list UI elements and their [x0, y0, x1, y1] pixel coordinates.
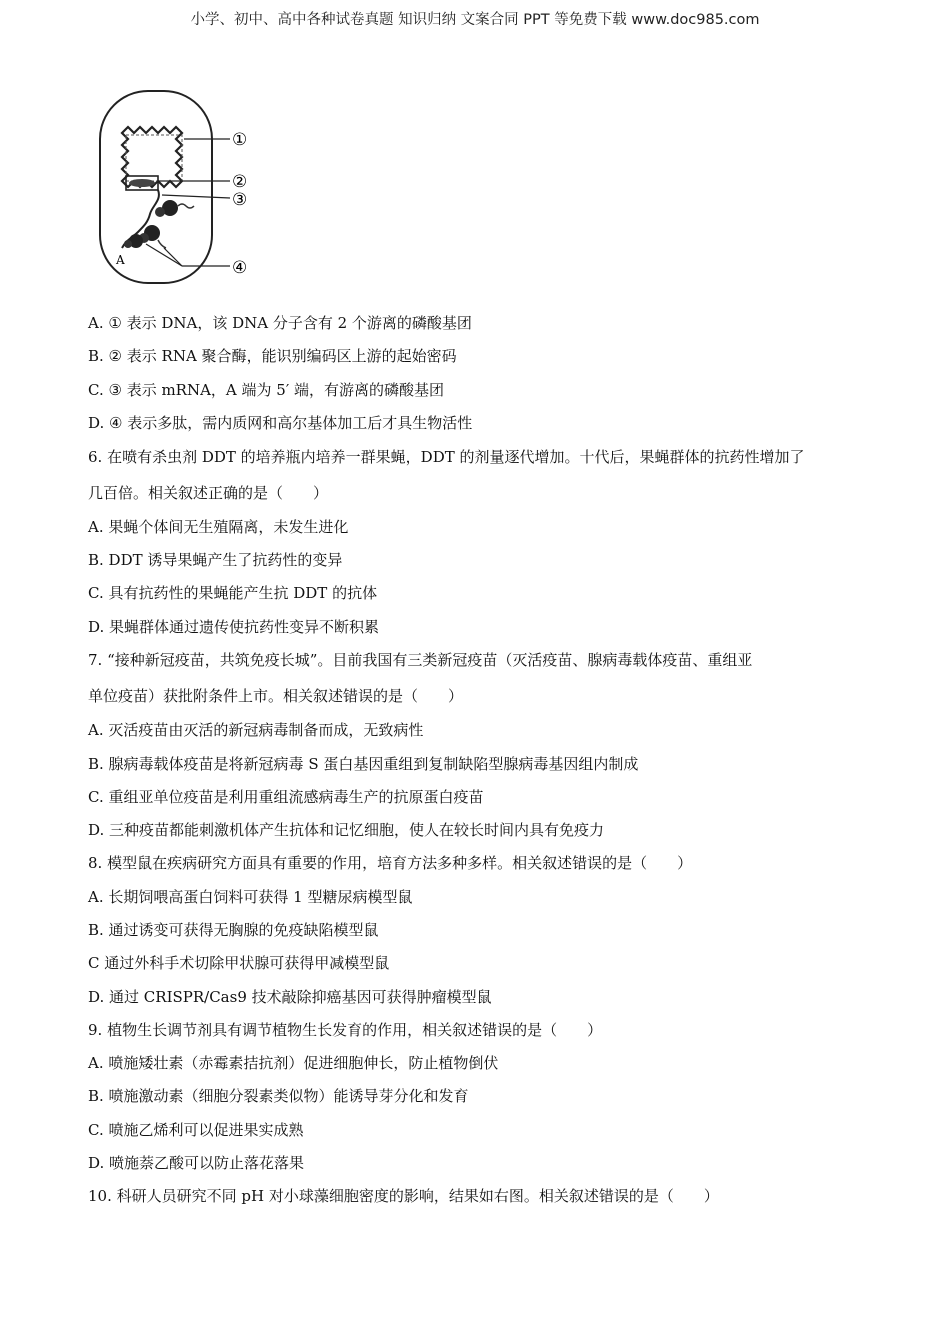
transcription-translation-figure — [92, 88, 262, 288]
polypeptide-2 — [158, 240, 166, 248]
question-6-line-1: 6. 在喷有杀虫剂 DDT 的培养瓶内培养一群果蝇，DDT 的剂量逐代增加。十代后，果蝇群体的抗药性增加了 — [88, 448, 805, 466]
label-1: ① — [232, 130, 248, 150]
option-8a: A. 长期饲喂高蛋白饲料可获得 1 型糖尿病模型鼠 — [88, 888, 413, 906]
label-mrna-end: A — [116, 253, 125, 267]
label-2: ② — [232, 172, 248, 192]
option-6a: A. 果蝇个体间无生殖隔离，未发生进化 — [88, 518, 349, 536]
question-10: 10. 科研人员研究不同 pH 对小球藻细胞密度的影响，结果如右图。相关叙述错误的是（ ） — [88, 1187, 719, 1205]
page-header: 小学、初中、高中各种试卷真题 知识归纳 文案合同 PPT 等免费下载 www.doc985.com — [190, 12, 760, 28]
option-6d: D. 果蝇群体通过遗传使抗药性变异不断积累 — [88, 618, 380, 636]
ribosome-3-small — [124, 240, 132, 248]
option-9b: B. 喷施激动素（细胞分裂素类似物）能诱导芽分化和发育 — [88, 1087, 469, 1105]
option-8b: B. 通过诱变可获得无胸腺的免疫缺陷模型鼠 — [88, 921, 379, 939]
option-9a: A. 喷施矮壮素（赤霉素拮抗剂）促进细胞伸长，防止植物倒伏 — [88, 1054, 499, 1072]
option-5a: A. ① 表示 DNA，该 DNA 分子含有 2 个游离的磷酸基团 — [88, 314, 472, 332]
label-3: ③ — [232, 190, 248, 210]
leader-3 — [162, 195, 230, 198]
question-9: 9. 植物生长调节剂具有调节植物生长发育的作用，相关叙述错误的是（ ） — [88, 1021, 603, 1039]
question-8: 8. 模型鼠在疾病研究方面具有重要的作用，培育方法多种多样。相关叙述错误的是（ ） — [88, 854, 693, 872]
question-6-line-2: 几百倍。相关叙述正确的是（ ） — [88, 484, 329, 502]
option-6c: C. 具有抗药性的果蝇能产生抗 DDT 的抗体 — [88, 584, 378, 602]
dna-loop — [122, 127, 182, 187]
question-7-line-1: 7. “接种新冠疫苗，共筑免疫长城”。目前我国有三类新冠疫苗（灭活疫苗、腺病毒载体疫苗、重组亚 — [88, 651, 753, 669]
cell-diagram — [92, 88, 262, 288]
option-7b: B. 腺病毒载体疫苗是将新冠病毒 S 蛋白基因重组到复制缺陷型腺病毒基因组内制成 — [88, 755, 639, 773]
polypeptide-1 — [178, 204, 194, 208]
option-5b: B. ② 表示 RNA 聚合酶，能识别编码区上游的起始密码 — [88, 347, 457, 365]
dna-loop-inner — [126, 135, 182, 181]
option-6b: B. DDT 诱导果蝇产生了抗药性的变异 — [88, 551, 343, 569]
option-8d: D. 通过 CRISPR/Cas9 技术敲除抑癌基因可获得肿瘤模型鼠 — [88, 988, 492, 1006]
option-9c: C. 喷施乙烯利可以促进果实成熟 — [88, 1121, 304, 1139]
option-8c: C 通过外科手术切除甲状腺可获得甲减模型鼠 — [88, 954, 390, 972]
ribosome-1-small — [155, 207, 165, 217]
question-7-line-2: 单位疫苗）获批附条件上市。相关叙述错误的是（ ） — [88, 687, 464, 705]
option-5c: C. ③ 表示 mRNA，A 端为 5′ 端，有游离的磷酸基团 — [88, 381, 445, 399]
option-7d: D. 三种疫苗都能刺激机体产生抗体和记忆细胞，使人在较长时间内具有免疫力 — [88, 821, 605, 839]
rna-polymerase — [129, 179, 155, 187]
option-5d: D. ④ 表示多肽，需内质网和高尔基体加工后才具生物活性 — [88, 414, 473, 432]
label-4: ④ — [232, 258, 248, 278]
option-7c: C. 重组亚单位疫苗是利用重组流感病毒生产的抗原蛋白疫苗 — [88, 788, 484, 806]
option-7a: A. 灭活疫苗由灭活的新冠病毒制备而成，无致病性 — [88, 721, 424, 739]
option-9d: D. 喷施萘乙酸可以防止落花落果 — [88, 1154, 305, 1172]
